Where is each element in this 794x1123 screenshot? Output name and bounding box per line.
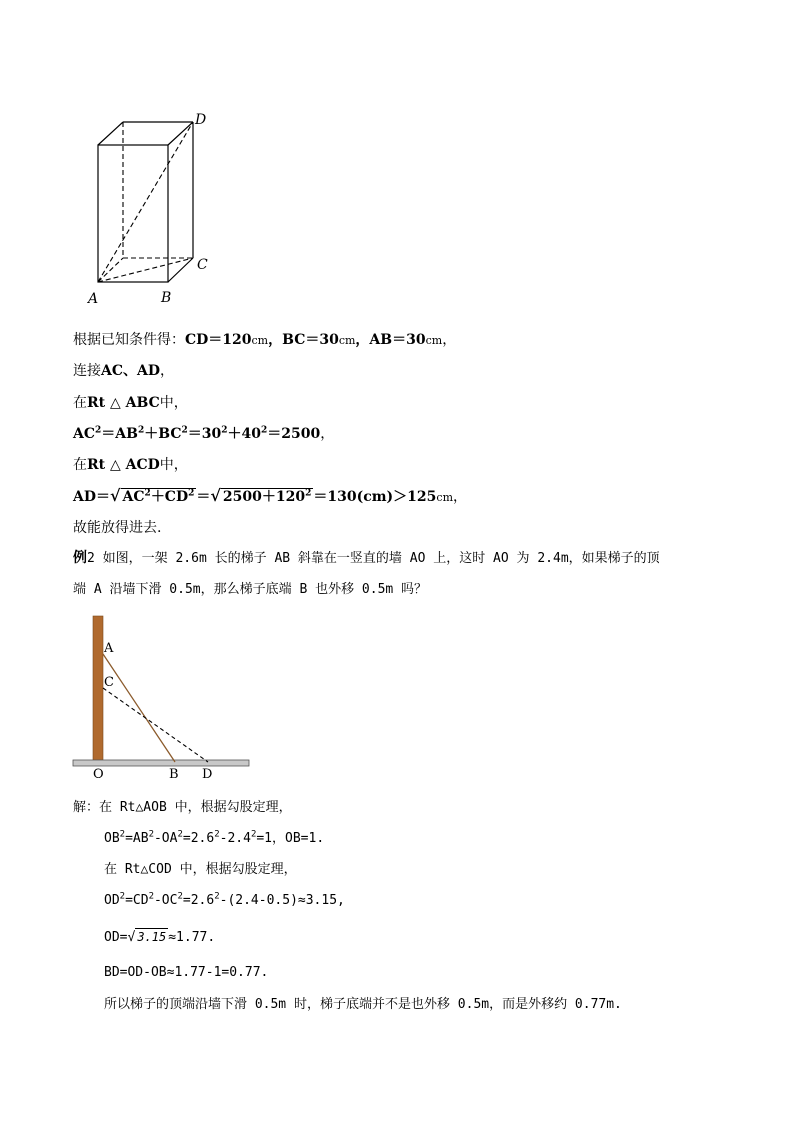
diagonal-AD — [98, 122, 193, 282]
solution-conclusion: 所以梯子的顶端沿墙下滑 0.5m 时，梯子底端并不是也外移 0.5m，而是外移约 0.77m. — [104, 997, 622, 1012]
solution-line-1: 解：在 Rt△AOB 中，根据勾股定理， — [73, 800, 292, 815]
ac-squared-equation: $AC^2=AB^2+BC^2=30^2+40^2=2500$， — [73, 425, 335, 442]
solution-line-4: $OD^2=CD^2-OC^2=2.6^2-(2.4-0.5)\approx 3.15$, — [104, 891, 345, 908]
solution-line-3: 在 Rt△COD 中，根据勾股定理， — [104, 862, 297, 877]
example-2-line-1: 例2 如图，一架 2.6m 长的梯子 AB 斜靠在一竖直的墙 AO 上，这时 AO 为 2.4m，如果梯子的顶 — [73, 550, 660, 566]
label-D2: D — [202, 767, 213, 782]
given-conditions: 根据已知条件得：CD＝120cm，BC＝30cm，AB＝30cm， — [73, 332, 457, 348]
label-C2: C — [104, 675, 114, 690]
ground — [73, 760, 249, 766]
ladder-figure — [70, 612, 255, 782]
sqrt-ac-cd: $AC^2+CD^2$ — [122, 488, 195, 505]
diagonal-AC — [98, 258, 193, 282]
example-2-line-2: 端 A 沿墙下滑 0.5m，那么梯子底端 B 也外移 0.5m 吗？ — [73, 582, 428, 597]
ad-equation: AD＝√ $AC^2+CD^2$ ＝√ $2500+120^2 =130(cm)>125cm$， — [73, 486, 467, 505]
label-B2: B — [169, 767, 179, 782]
connect-lines: 连接AC、AD， — [73, 363, 175, 379]
conclusion-1: 故能放得进去. — [73, 520, 162, 536]
solution-line-2: $OB^2=AB^2-OA^2=2.6^2-2.4^2=1$，OB=1. — [104, 829, 325, 846]
ladder-CD — [103, 688, 208, 762]
label-B: B — [161, 290, 172, 306]
box-figure — [85, 105, 225, 310]
label-O: O — [93, 767, 104, 782]
in-triangle-abc: 在Rt △ ABC中， — [73, 395, 188, 411]
label-A2: A — [104, 641, 114, 656]
in-triangle-acd: 在Rt △ ACD中， — [73, 457, 188, 473]
label-D: D — [195, 112, 207, 128]
box-front-face — [98, 145, 168, 282]
solution-line-6: BD=OD-OB≈1.77-1=0.77. — [104, 965, 269, 980]
label-A: A — [88, 291, 99, 307]
ladder-AB — [103, 654, 175, 762]
wall — [93, 616, 103, 762]
label-C: C — [197, 257, 208, 273]
sqrt-2500: $2500+120^2$ — [222, 488, 312, 505]
solution-line-5: OD=√ 3.15 ≈1.77. — [104, 930, 216, 945]
